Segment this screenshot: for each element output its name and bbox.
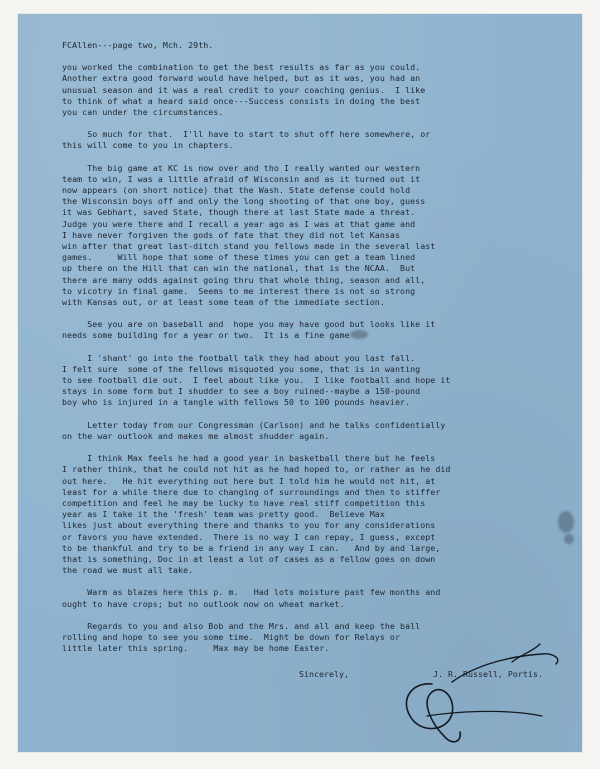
letter-line: to vicotry in final game. Seems to me interest there is not so strong [62,285,416,296]
letter-line: I think Max feels he had a good year in basketball there but he feels [62,453,436,464]
letter-paragraph [62,62,562,118]
letter-line: Regards to you and also Bob and the Mrs. and all and keep the ball [62,620,421,631]
letter-line: you worked the combination to get the best results as far as you could. [62,62,421,73]
letter-line: The big game at KC is now over and tho I really wanted our western [62,162,421,173]
letter-line: competition and feel he may be lucky to have real stiff competition this [62,497,426,508]
letter-line: there are many odds against going thru that whole thing, season and all, [62,274,426,285]
letter-line: team to win, I was a little afraid of Wisconsin and as it turned out it [62,173,421,184]
letter-line: unusual season and it was a real credit to your coaching genius. I like [62,84,426,95]
letter-page [18,14,582,752]
letter-paragraph [62,163,562,309]
letter-line: I rather think, that he could not hit as he had hoped to, or rather as he did [62,464,451,475]
letter-line: rolling and hope to see you some time. Might be down for Relays or [62,631,401,642]
letter-paragraphs [62,62,562,654]
letter-line: to be thankful and try to be a friend in any way I can. And by and large, [62,542,441,553]
letter-line: I 'shant' go into the football talk they had about you last fall. [62,352,416,363]
letter-line: you can under the circumstances. [62,107,224,118]
letter-paragraph [62,587,562,609]
handwritten-signature [392,624,572,752]
ink-smudge [564,534,574,544]
letter-line: Another extra good forward would have helped, but as it was, you had an [62,73,421,84]
letter-line: the road we must all take. [62,565,194,576]
letter-line: or favors you have extended. There is no way I can repay, I guess, except [62,531,436,542]
ink-smudge [350,330,368,339]
letter-line: out here. He hit everything out here but I told him he would not hit, at [62,475,436,486]
letter-line: to think of what a heard said once---Success consists in doing the best [62,95,421,106]
letter-line: this will come to you in chapters. [62,140,234,151]
letter-line: now appears (on short notice) that the Wash. State defense could hold [62,185,411,196]
letter-paragraph [62,129,562,151]
letter-line: I have never forgiven the gods of fate that they did not let Kansas [62,229,401,240]
letter-line: ought to have crops; but no outlook now on wheat market. [62,598,345,609]
letter-line: Letter today from our Congressman (Carlson) and he talks confidentially [62,419,446,430]
letter-line: it was Gebhart, saved State, though there at last State made a threat. [62,207,416,218]
letter-line: Judge you were there and I recall a year ago as I was at that game and [62,218,416,229]
letter-line: games. Will hope that some of these times you can get a team lined [62,252,416,263]
letter-paragraph [62,319,562,341]
letter-line: needs some building for a year or two. It is a fine game [62,330,350,341]
letter-paragraph [62,353,562,409]
letter-line: the Wisconsin boys off and only the long shooting of that one boy, guess [62,196,426,207]
letter-line: I felt sure some of the fellows misquoted you some, that is in wanting [62,363,421,374]
letter-line: Warm as blazes here this p. m. Had lots moisture past few months and [62,587,441,598]
letter-signer: J. R. Russell, Portis. [433,669,543,679]
letter-line: stays in some form but I shudder to see a boy ruined--maybe a 150-pound [62,386,421,397]
letter-line: up there on the Hill that can win the national, that is the NCAA. But [62,263,416,274]
letter-line: that is something, Doc in at least a lot of cases as a fellow goes on down [62,553,436,564]
letter-line: likes just about everything there and thanks to you for any considerations [62,520,436,531]
letter-body [62,40,562,665]
letter-line: win after that great last-ditch stand you fellows made in the several last [62,241,436,252]
letter-line: year as I take it the 'fresh' team was pretty good. Believe Max [62,509,385,520]
letter-heading: FCAllen---page two, Mch. 29th. [62,40,214,50]
letter-closing: Sincerely, [299,669,349,679]
letter-line: to see football die out. I feel about like you. I like football and hope it [62,375,451,386]
ink-smudge [558,511,574,533]
letter-line: least for a while there due to changing of surroundings and then to stiffer [62,486,441,497]
letter-line: little later this spring. Max may be home Easter. [62,643,330,654]
letter-line: boy who is injured in a tangle with fellows 50 to 100 pounds heavier. [62,397,411,408]
letter-line: with Kansas out, or at least some team of the immediate section. [62,297,385,308]
letter-paragraph [62,420,562,442]
letter-line: So much for that. I'll have to start to shut off here somewhere, or [62,129,431,140]
letter-paragraph [62,453,562,576]
letter-line: See you are on baseball and hope you may have good but looks like it [62,319,436,330]
letter-line: on the war outlook and makes me almost shudder again. [62,430,330,441]
